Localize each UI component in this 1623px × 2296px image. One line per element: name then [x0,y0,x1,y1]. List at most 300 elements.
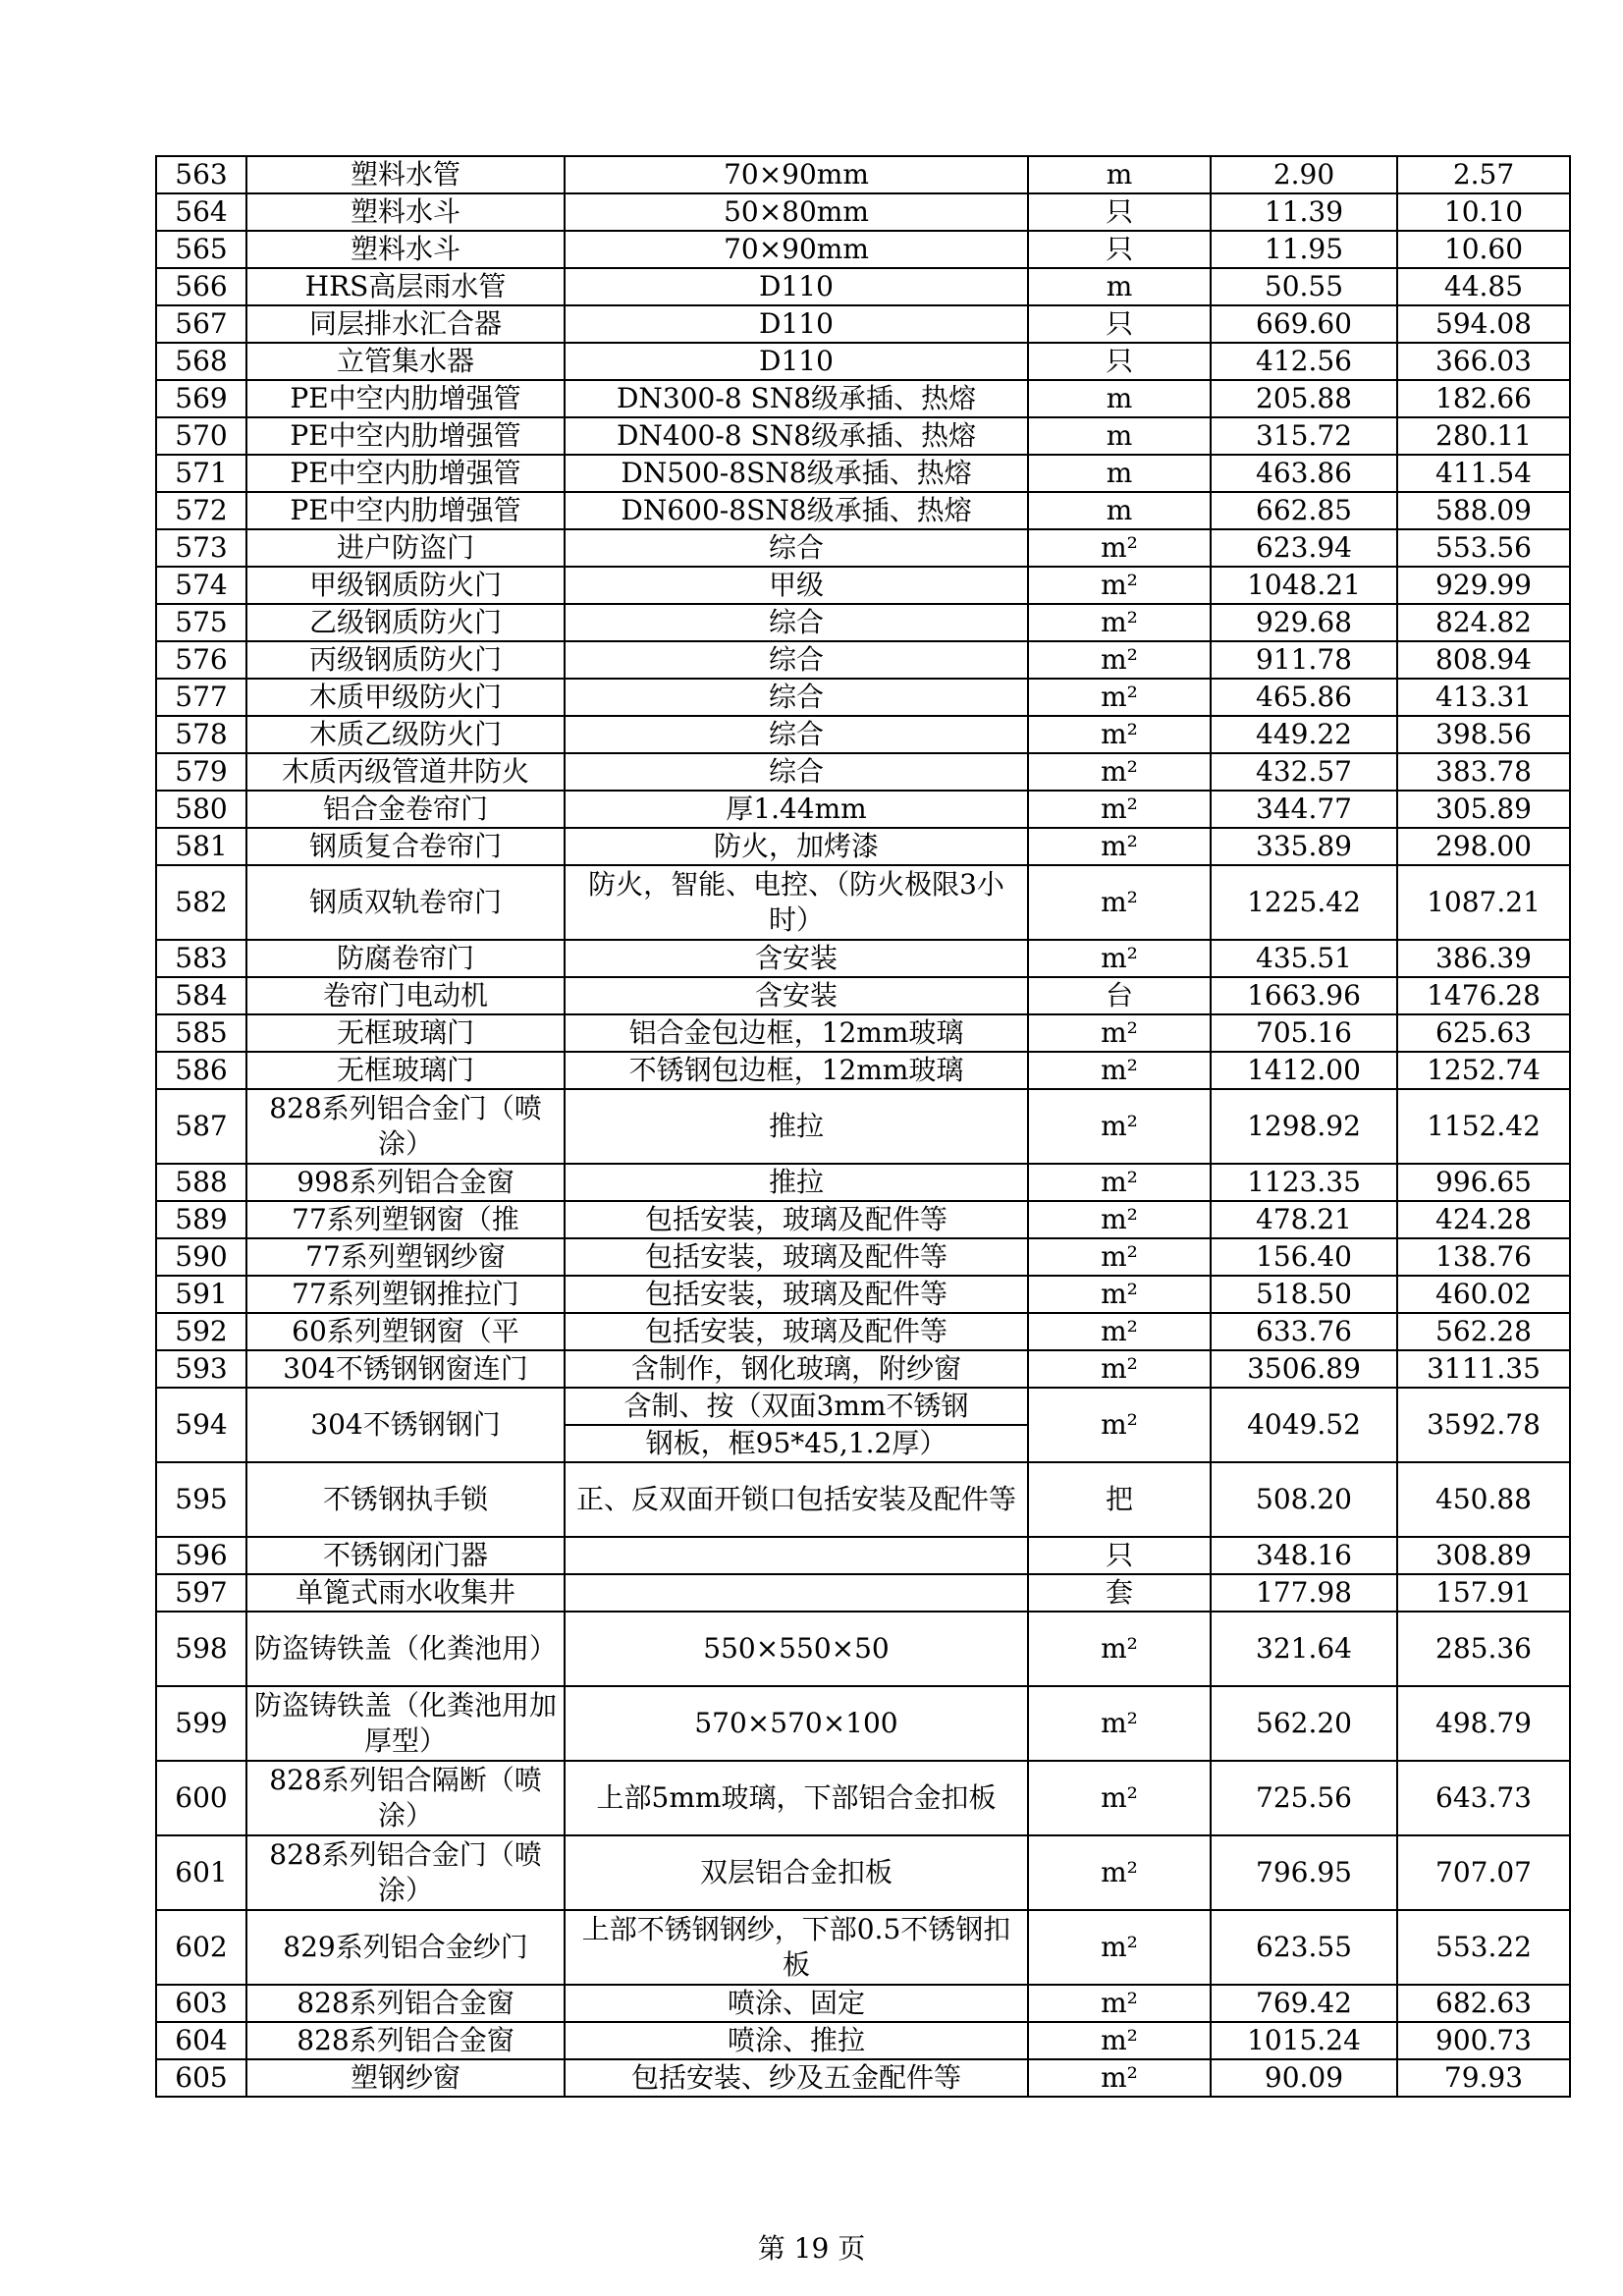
item-spec: DN300-8 SN8级承插、热熔 [565,380,1028,417]
table-row [156,231,1570,268]
table-row [156,1276,1570,1313]
item-spec: 570×570×100 [565,1686,1028,1761]
price-2: 553.22 [1397,1910,1570,1985]
row-number: 583 [156,940,246,977]
price-2: 79.93 [1397,2059,1570,2097]
item-unit: 只 [1028,1537,1211,1574]
item-spec: DN400-8 SN8级承插、热熔 [565,417,1028,455]
item-spec: 综合 [565,753,1028,791]
item-spec: 铝合金包边框，12mm玻璃 [565,1014,1028,1052]
table-row [156,1201,1570,1238]
price-2: 824.82 [1397,604,1570,641]
row-number: 575 [156,604,246,641]
table-row [156,1686,1570,1761]
item-spec: 包括安装，玻璃及配件等 [565,1313,1028,1350]
row-number: 582 [156,865,246,940]
price-1: 344.77 [1211,791,1397,828]
row-number: 588 [156,1164,246,1201]
price-1: 205.88 [1211,380,1397,417]
item-name: 乙级钢质防火门 [246,604,565,641]
row-number: 597 [156,1574,246,1612]
row-number: 566 [156,268,246,305]
table-body [156,156,1570,2097]
price-1: 725.56 [1211,1761,1397,1835]
item-name: HRS高层雨水管 [246,268,565,305]
item-name: 单篦式雨水收集井 [246,1574,565,1612]
row-number: 577 [156,679,246,716]
price-1: 11.95 [1211,231,1397,268]
item-spec: 综合 [565,604,1028,641]
row-number: 591 [156,1276,246,1313]
price-1: 929.68 [1211,604,1397,641]
item-unit: m² [1028,679,1211,716]
price-1: 518.50 [1211,1276,1397,1313]
item-unit: 套 [1028,1574,1211,1612]
item-name: 304不锈钢钢门 [246,1388,565,1462]
price-1: 3506.89 [1211,1350,1397,1388]
item-name: 829系列铝合金纱门 [246,1910,565,1985]
price-1: 796.95 [1211,1835,1397,1910]
table-row [156,1388,1570,1462]
price-1: 623.55 [1211,1910,1397,1985]
item-name: 828系列铝合金窗 [246,2022,565,2059]
item-spec: D110 [565,343,1028,380]
price-table [155,155,1571,2098]
price-2: 298.00 [1397,828,1570,865]
item-name: 不锈钢执手锁 [246,1462,565,1537]
price-2: 588.09 [1397,492,1570,529]
item-spec: 包括安装、纱及五金配件等 [565,2059,1028,2097]
price-1: 1123.35 [1211,1164,1397,1201]
item-spec: 防火，加烤漆 [565,828,1028,865]
row-number: 581 [156,828,246,865]
item-name: 无框玻璃门 [246,1052,565,1089]
price-1: 633.76 [1211,1313,1397,1350]
row-number: 598 [156,1612,246,1686]
price-2: 707.07 [1397,1835,1570,1910]
item-unit: m² [1028,1761,1211,1835]
table-row [156,455,1570,492]
table-row [156,380,1570,417]
price-1: 1225.42 [1211,865,1397,940]
table-row [156,828,1570,865]
item-spec: 喷涂、固定 [565,1985,1028,2022]
item-unit: m [1028,156,1211,193]
item-spec: 双层铝合金扣板 [565,1835,1028,1910]
price-2: 366.03 [1397,343,1570,380]
row-number: 569 [156,380,246,417]
item-unit: 只 [1028,193,1211,231]
price-2: 44.85 [1397,268,1570,305]
price-2: 553.56 [1397,529,1570,567]
item-unit: m² [1028,529,1211,567]
row-number: 602 [156,1910,246,1985]
table-row [156,492,1570,529]
item-unit: m² [1028,828,1211,865]
row-number: 590 [156,1238,246,1276]
table-row [156,268,1570,305]
row-number: 592 [156,1313,246,1350]
table-row [156,1052,1570,1089]
table-row [156,1238,1570,1276]
item-unit: m [1028,268,1211,305]
item-name: 卷帘门电动机 [246,977,565,1014]
price-2: 411.54 [1397,455,1570,492]
price-2: 3111.35 [1397,1350,1570,1388]
price-1: 335.89 [1211,828,1397,865]
item-unit: m² [1028,865,1211,940]
item-name: 塑料水斗 [246,231,565,268]
price-1: 465.86 [1211,679,1397,716]
row-number: 574 [156,567,246,604]
item-name: 防盗铸铁盖（化粪池用） [246,1612,565,1686]
item-name: 塑钢纱窗 [246,2059,565,2097]
item-unit: 台 [1028,977,1211,1014]
price-1: 50.55 [1211,268,1397,305]
item-spec: 70×90mm [565,231,1028,268]
price-2: 808.94 [1397,641,1570,679]
item-spec: 上部不锈钢钢纱，下部0.5不锈钢扣板 [565,1910,1028,1985]
table-row [156,1313,1570,1350]
item-name: 60系列塑钢窗（平 [246,1313,565,1350]
table-row [156,2022,1570,2059]
item-unit: 只 [1028,231,1211,268]
row-number: 579 [156,753,246,791]
price-2: 929.99 [1397,567,1570,604]
item-unit: m² [1028,1686,1211,1761]
row-number: 580 [156,791,246,828]
row-number: 595 [156,1462,246,1537]
price-1: 177.98 [1211,1574,1397,1612]
table-row [156,679,1570,716]
row-number: 572 [156,492,246,529]
item-spec: 综合 [565,716,1028,753]
item-spec: 包括安装，玻璃及配件等 [565,1238,1028,1276]
row-number: 564 [156,193,246,231]
row-number: 565 [156,231,246,268]
price-1: 4049.52 [1211,1388,1397,1462]
item-name: PE中空内肋增强管 [246,492,565,529]
item-name: 同层排水汇合器 [246,305,565,343]
item-spec-line-1: 含制、按（双面3mm不锈钢 [623,1390,969,1422]
price-2: 498.79 [1397,1686,1570,1761]
price-2: 1087.21 [1397,865,1570,940]
row-number: 601 [156,1835,246,1910]
table-row [156,1462,1570,1537]
table-row [156,940,1570,977]
price-2: 182.66 [1397,380,1570,417]
table-row [156,529,1570,567]
table-row [156,1350,1570,1388]
item-spec: 推拉 [565,1164,1028,1201]
row-number: 600 [156,1761,246,1835]
price-1: 562.20 [1211,1686,1397,1761]
item-name: 塑料水管 [246,156,565,193]
item-unit: m² [1028,1201,1211,1238]
row-number: 578 [156,716,246,753]
item-spec [565,1574,1028,1612]
item-unit: m² [1028,1052,1211,1089]
item-spec: 甲级 [565,567,1028,604]
price-1: 432.57 [1211,753,1397,791]
row-number: 605 [156,2059,246,2097]
item-name: 木质甲级防火门 [246,679,565,716]
price-1: 1412.00 [1211,1052,1397,1089]
row-number: 584 [156,977,246,1014]
price-2: 280.11 [1397,417,1570,455]
item-spec: 含安装 [565,940,1028,977]
price-2: 424.28 [1397,1201,1570,1238]
row-number: 585 [156,1014,246,1052]
item-unit: m² [1028,1612,1211,1686]
item-name: 立管集水器 [246,343,565,380]
item-name: PE中空内肋增强管 [246,417,565,455]
item-unit: m² [1028,2022,1211,2059]
item-name: 828系列铝合金门（喷涂） [246,1835,565,1910]
item-name: 钢质双轨卷帘门 [246,865,565,940]
row-number: 586 [156,1052,246,1089]
row-number: 594 [156,1388,246,1462]
item-unit: m² [1028,1910,1211,1985]
price-1: 1298.92 [1211,1089,1397,1164]
item-spec: 推拉 [565,1089,1028,1164]
table-row [156,1612,1570,1686]
price-2: 305.89 [1397,791,1570,828]
row-number: 573 [156,529,246,567]
price-2: 643.73 [1397,1761,1570,1835]
item-spec: D110 [565,268,1028,305]
item-spec: 上部5mm玻璃，下部铝合金扣板 [565,1761,1028,1835]
price-1: 705.16 [1211,1014,1397,1052]
item-unit: m² [1028,1835,1211,1910]
row-number: 604 [156,2022,246,2059]
price-1: 911.78 [1211,641,1397,679]
item-spec: 50×80mm [565,193,1028,231]
row-number: 589 [156,1201,246,1238]
row-number: 570 [156,417,246,455]
item-unit: m² [1028,2059,1211,2097]
table-row [156,791,1570,828]
item-name: 木质乙级防火门 [246,716,565,753]
table-row [156,156,1570,193]
price-1: 435.51 [1211,940,1397,977]
page-number: 第 19 页 [757,2232,866,2265]
row-number: 599 [156,1686,246,1761]
price-2: 996.65 [1397,1164,1570,1201]
price-2: 562.28 [1397,1313,1570,1350]
table-row [156,641,1570,679]
table-row [156,1835,1570,1910]
item-unit: m² [1028,1350,1211,1388]
item-name: 828系列铝合隔断（喷涂） [246,1761,565,1835]
price-1: 1015.24 [1211,2022,1397,2059]
row-number: 587 [156,1089,246,1164]
table-row [156,343,1570,380]
price-1: 669.60 [1211,305,1397,343]
price-1: 623.94 [1211,529,1397,567]
row-number: 571 [156,455,246,492]
table-row [156,1761,1570,1835]
table-row [156,1985,1570,2022]
price-2: 625.63 [1397,1014,1570,1052]
price-2: 308.89 [1397,1537,1570,1574]
item-name: 不锈钢闭门器 [246,1537,565,1574]
item-unit: 把 [1028,1462,1211,1537]
item-spec [565,1537,1028,1574]
table-row [156,865,1570,940]
item-spec: 喷涂、推拉 [565,2022,1028,2059]
price-2: 460.02 [1397,1276,1570,1313]
item-unit: m² [1028,753,1211,791]
price-2: 10.60 [1397,231,1570,268]
price-1: 463.86 [1211,455,1397,492]
item-unit: 只 [1028,305,1211,343]
item-unit: m [1028,455,1211,492]
table-row [156,1574,1570,1612]
table-row [156,2059,1570,2097]
table-row [156,977,1570,1014]
table-row [156,753,1570,791]
table-row [156,193,1570,231]
item-name: 无框玻璃门 [246,1014,565,1052]
item-name: 防腐卷帘门 [246,940,565,977]
item-unit: m² [1028,716,1211,753]
price-1: 449.22 [1211,716,1397,753]
item-unit: m² [1028,1388,1211,1462]
item-unit: m² [1028,567,1211,604]
item-spec: 厚1.44mm [565,791,1028,828]
item-name: 防盗铸铁盖（化粪池用加厚型） [246,1686,565,1761]
item-unit: m [1028,417,1211,455]
item-unit: m² [1028,791,1211,828]
item-spec: 综合 [565,641,1028,679]
price-1: 315.72 [1211,417,1397,455]
item-spec: 含制作，钢化玻璃，附纱窗 [565,1350,1028,1388]
item-spec: 包括安装，玻璃及配件等 [565,1201,1028,1238]
item-spec [565,1388,1028,1462]
row-number: 603 [156,1985,246,2022]
item-name: 塑料水斗 [246,193,565,231]
item-unit: m² [1028,604,1211,641]
item-name: 进户防盗门 [246,529,565,567]
item-unit: m² [1028,1164,1211,1201]
item-name: 77系列塑钢推拉门 [246,1276,565,1313]
item-unit: m² [1028,1276,1211,1313]
price-2: 900.73 [1397,2022,1570,2059]
table-row [156,417,1570,455]
item-spec: 550×550×50 [565,1612,1028,1686]
item-unit: m² [1028,1089,1211,1164]
item-spec: 防火，智能、电控、（防火极限3小时） [565,865,1028,940]
item-spec: 综合 [565,529,1028,567]
item-name: 77系列塑钢窗（推 [246,1201,565,1238]
item-name: PE中空内肋增强管 [246,380,565,417]
price-2: 398.56 [1397,716,1570,753]
item-name: 铝合金卷帘门 [246,791,565,828]
price-2: 386.39 [1397,940,1570,977]
item-name: 828系列铝合金窗 [246,1985,565,2022]
item-name: 828系列铝合金门（喷涂） [246,1089,565,1164]
item-name: PE中空内肋增强管 [246,455,565,492]
row-number: 568 [156,343,246,380]
price-2: 1252.74 [1397,1052,1570,1089]
row-number: 563 [156,156,246,193]
item-name: 木质丙级管道井防火 [246,753,565,791]
item-spec: D110 [565,305,1028,343]
price-2: 138.76 [1397,1238,1570,1276]
item-spec: 正、反双面开锁口包括安装及配件等 [565,1462,1028,1537]
table-row [156,1910,1570,1985]
price-1: 769.42 [1211,1985,1397,2022]
item-unit: m² [1028,641,1211,679]
item-name: 998系列铝合金窗 [246,1164,565,1201]
item-unit: m [1028,492,1211,529]
price-2: 3592.78 [1397,1388,1570,1462]
price-1: 412.56 [1211,343,1397,380]
item-name: 丙级钢质防火门 [246,641,565,679]
item-unit: m² [1028,940,1211,977]
item-unit: m² [1028,1313,1211,1350]
row-number: 593 [156,1350,246,1388]
price-2: 10.10 [1397,193,1570,231]
price-1: 2.90 [1211,156,1397,193]
row-number: 567 [156,305,246,343]
price-2: 285.36 [1397,1612,1570,1686]
item-unit: m² [1028,1014,1211,1052]
item-spec: 不锈钢包边框，12mm玻璃 [565,1052,1028,1089]
item-unit: 只 [1028,343,1211,380]
price-2: 450.88 [1397,1462,1570,1537]
price-2: 682.63 [1397,1985,1570,2022]
price-1: 321.64 [1211,1612,1397,1686]
table-row [156,1164,1570,1201]
row-number: 596 [156,1537,246,1574]
item-unit: m² [1028,1238,1211,1276]
table-row [156,305,1570,343]
table-row [156,1537,1570,1574]
table-row [156,716,1570,753]
price-1: 662.85 [1211,492,1397,529]
price-1: 508.20 [1211,1462,1397,1537]
price-2: 157.91 [1397,1574,1570,1612]
item-spec: 含安装 [565,977,1028,1014]
table-row [156,567,1570,604]
price-1: 90.09 [1211,2059,1397,2097]
price-1: 11.39 [1211,193,1397,231]
item-spec: 综合 [565,679,1028,716]
price-1: 156.40 [1211,1238,1397,1276]
item-name: 77系列塑钢纱窗 [246,1238,565,1276]
price-2: 1476.28 [1397,977,1570,1014]
price-1: 1048.21 [1211,567,1397,604]
item-spec: DN600-8SN8级承插、热熔 [565,492,1028,529]
table-row [156,1014,1570,1052]
item-name: 甲级钢质防火门 [246,567,565,604]
price-2: 413.31 [1397,679,1570,716]
price-2: 2.57 [1397,156,1570,193]
price-1: 1663.96 [1211,977,1397,1014]
item-spec: DN500-8SN8级承插、热熔 [565,455,1028,492]
price-2: 594.08 [1397,305,1570,343]
item-name: 钢质复合卷帘门 [246,828,565,865]
item-spec: 70×90mm [565,156,1028,193]
price-2: 1152.42 [1397,1089,1570,1164]
item-spec: 包括安装，玻璃及配件等 [565,1276,1028,1313]
item-spec-line-2: 钢板，框95*45,1.2厚） [566,1424,1027,1461]
item-unit: m² [1028,1985,1211,2022]
item-unit: m [1028,380,1211,417]
row-number: 576 [156,641,246,679]
